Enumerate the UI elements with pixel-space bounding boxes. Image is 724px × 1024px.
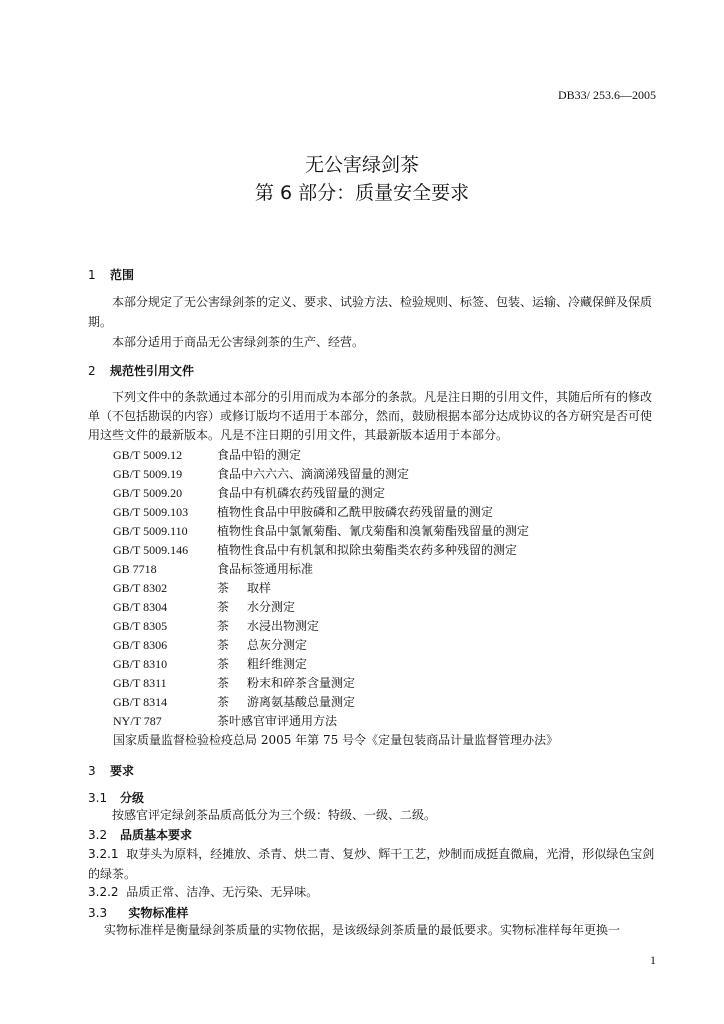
reference-item: GB/T 8302 茶 取样	[113, 581, 272, 595]
section-1-paragraph-1: 本部分规定了无公害绿剑茶的定义、要求、试验方法、检验规则、标签、包装、运输、冷藏保鲜及保质期。	[88, 295, 653, 329]
reference-item: GB/T 8306 茶 总灰分测定	[113, 638, 308, 652]
section-number: 2	[88, 364, 96, 378]
section-1-paragraph-2: 本部分适用于商品无公害绿剑茶的生产、经营。	[112, 335, 365, 349]
section-3-2-heading: 3.2 品质基本要求	[88, 828, 193, 842]
reference-item: GB/T 8314 茶 游离氨基酸总量测定	[113, 695, 356, 709]
document-title: 无公害绿剑茶	[304, 154, 419, 176]
section-title: 要求	[110, 764, 135, 778]
reference-item: GB/T 5009.146 植物性食品中有机氯和拟除虫菊酯类农药多种残留的测定	[113, 543, 518, 557]
section-number: 3	[88, 764, 96, 778]
section-title: 范围	[110, 268, 135, 282]
section-2-paragraph: 下列文件中的条款通过本部分的引用而成为本部分的条款。凡是注日期的引用文件，其随后所有的修改单（不包括勘误的内容）或修订版均不适用于本部分，然而，鼓励根据本部分达成协议的各方研究是否可使用这些文件的最新版本。凡是不注日期的引用文件，其最新版本适用于本部分。	[88, 390, 653, 442]
document-number: DB33/ 253.6—2005	[557, 88, 656, 102]
section-3-1-heading: 3.1 分级	[88, 791, 145, 805]
reference-item: NY/T 787 茶叶感官审评通用方法	[113, 714, 338, 728]
reference-item: GB/T 8304 茶 水分测定	[113, 600, 296, 614]
page-number: 1	[650, 953, 656, 967]
section-3-2-2-paragraph: 3.2.2 品质正常、洁净、无污染、无异味。	[88, 885, 319, 899]
reference-item: GB/T 5009.20 食品中有机磷农药残留量的测定	[113, 486, 386, 500]
section-3-3-paragraph: 实物标准样是衡量绿剑茶质量的实物依据，是该级绿剑茶质量的最低要求。实物标准样每年更换一	[104, 923, 621, 937]
section-title: 规范性引用文件	[110, 364, 195, 378]
section-2-heading	[88, 362, 194, 379]
reference-item: GB 7718 食品标签通用标准	[113, 562, 314, 576]
reference-item: GB/T 8305 茶 水浸出物测定	[113, 619, 320, 633]
section-3-3-heading: 3.3 实物标准样	[88, 906, 189, 920]
reference-item: GB/T 5009.103 植物性食品中甲胺磷和乙酰甲胺磷农药残留量的测定	[113, 505, 494, 519]
section-3-1-paragraph: 按感官评定绿剑茶品质高低分为三个级：特级、一级、二级。	[112, 808, 437, 822]
section-3-2-1-paragraph: 3.2.1 取芽头为原料，经摊放、杀青、烘二青、复炒、辉干工艺，炒制而成挺直微扁，光滑，形似绿色宝剑的绿茶。	[88, 847, 655, 881]
section-3-heading	[88, 762, 134, 779]
reference-item-decree: 国家质量监督检验检疫总局 2005 年第 75 号令《定量包装商品计量监督管理办法》	[113, 733, 559, 747]
reference-item: GB/T 8310 茶 粗纤维测定	[113, 657, 308, 671]
reference-item: GB/T 8311 茶 粉末和碎茶含量测定	[113, 676, 356, 690]
reference-item: GB/T 5009.19 食品中六六六、滴滴涕残留量的测定	[113, 467, 410, 481]
reference-item: GB/T 5009.12 食品中铅的测定	[113, 448, 302, 462]
section-number: 1	[88, 268, 96, 282]
document-subtitle: 第 6 部分：质量安全要求	[254, 182, 470, 204]
section-1-heading	[88, 266, 134, 283]
reference-item: GB/T 5009.110 植物性食品中氯氰菊酯、氰戊菊酯和溴氰菊酯残留量的测定	[113, 524, 530, 538]
